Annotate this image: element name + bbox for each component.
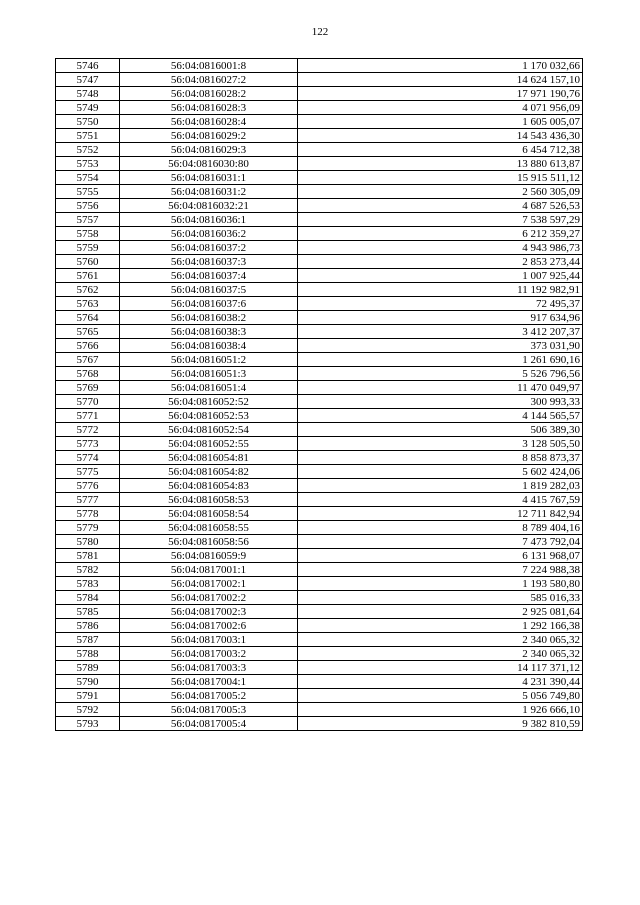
cadastral-number-cell: 56:04:0816052:54 (120, 423, 298, 437)
cadastral-number-cell: 56:04:0816054:81 (120, 451, 298, 465)
row-number-cell: 5772 (56, 423, 120, 437)
cadastral-number-cell: 56:04:0816037:2 (120, 241, 298, 255)
table-row (56, 647, 583, 661)
row-number-cell: 5759 (56, 241, 120, 255)
row-number-cell: 5767 (56, 353, 120, 367)
cadastral-value-cell: 3 128 505,50 (298, 437, 583, 451)
table-row (56, 73, 583, 87)
cadastral-value-cell: 1 926 666,10 (298, 703, 583, 717)
row-number-cell: 5748 (56, 87, 120, 101)
cadastral-number-cell: 56:04:0816038:3 (120, 325, 298, 339)
table-body (56, 59, 583, 731)
cadastral-value-cell: 2 340 065,32 (298, 633, 583, 647)
cadastral-number-cell: 56:04:0816037:6 (120, 297, 298, 311)
table-row (56, 171, 583, 185)
cadastral-value-cell: 1 170 032,66 (298, 59, 583, 73)
table-row (56, 619, 583, 633)
cadastral-value-cell: 2 925 081,64 (298, 605, 583, 619)
row-number-cell: 5776 (56, 479, 120, 493)
cadastral-number-cell: 56:04:0816054:83 (120, 479, 298, 493)
cadastral-value-cell: 1 261 690,16 (298, 353, 583, 367)
cadastral-number-cell: 56:04:0816028:4 (120, 115, 298, 129)
table-row (56, 157, 583, 171)
row-number-cell: 5746 (56, 59, 120, 73)
cadastral-value-cell: 6 212 359,27 (298, 227, 583, 241)
table-row (56, 703, 583, 717)
cadastral-number-cell: 56:04:0816037:5 (120, 283, 298, 297)
row-number-cell: 5762 (56, 283, 120, 297)
cadastral-value-cell: 4 943 986,73 (298, 241, 583, 255)
table-row (56, 423, 583, 437)
cadastral-number-cell: 56:04:0816031:1 (120, 171, 298, 185)
table-row (56, 353, 583, 367)
table-row (56, 185, 583, 199)
cadastral-value-cell: 3 412 207,37 (298, 325, 583, 339)
table-row (56, 577, 583, 591)
row-number-cell: 5755 (56, 185, 120, 199)
cadastral-number-cell: 56:04:0817001:1 (120, 563, 298, 577)
cadastral-value-cell: 585 016,33 (298, 591, 583, 605)
row-number-cell: 5758 (56, 227, 120, 241)
row-number-cell: 5789 (56, 661, 120, 675)
cadastral-value-cell: 5 056 749,80 (298, 689, 583, 703)
cadastral-value-cell: 7 224 988,38 (298, 563, 583, 577)
row-number-cell: 5786 (56, 619, 120, 633)
cadastral-value-cell: 8 789 404,16 (298, 521, 583, 535)
cadastral-value-cell: 72 495,37 (298, 297, 583, 311)
cadastral-number-cell: 56:04:0816001:8 (120, 59, 298, 73)
cadastral-number-cell: 56:04:0816059:9 (120, 549, 298, 563)
table-row (56, 381, 583, 395)
table-row (56, 507, 583, 521)
cadastral-value-cell: 300 993,33 (298, 395, 583, 409)
table-row (56, 115, 583, 129)
table-row (56, 283, 583, 297)
cadastral-number-cell: 56:04:0816036:2 (120, 227, 298, 241)
table-row (56, 493, 583, 507)
cadastral-number-cell: 56:04:0816052:52 (120, 395, 298, 409)
cadastral-number-cell: 56:04:0816058:54 (120, 507, 298, 521)
table-row (56, 633, 583, 647)
row-number-cell: 5777 (56, 493, 120, 507)
cadastral-number-cell: 56:04:0817002:1 (120, 577, 298, 591)
row-number-cell: 5770 (56, 395, 120, 409)
cadastral-value-cell: 15 915 511,12 (298, 171, 583, 185)
cadastral-number-cell: 56:04:0816058:53 (120, 493, 298, 507)
row-number-cell: 5774 (56, 451, 120, 465)
cadastral-value-cell: 8 858 873,37 (298, 451, 583, 465)
cadastral-value-cell: 917 634,96 (298, 311, 583, 325)
row-number-cell: 5757 (56, 213, 120, 227)
cadastral-value-cell: 7 473 792,04 (298, 535, 583, 549)
row-number-cell: 5747 (56, 73, 120, 87)
cadastral-value-cell: 5 602 424,06 (298, 465, 583, 479)
table-row (56, 255, 583, 269)
cadastral-value-cell: 17 971 190,76 (298, 87, 583, 101)
cadastral-number-cell: 56:04:0816028:2 (120, 87, 298, 101)
cadastral-value-cell: 1 007 925,44 (298, 269, 583, 283)
table-row (56, 661, 583, 675)
cadastral-number-cell: 56:04:0817003:1 (120, 633, 298, 647)
cadastral-number-cell: 56:04:0816030:80 (120, 157, 298, 171)
cadastral-value-cell: 6 131 968,07 (298, 549, 583, 563)
table-row (56, 199, 583, 213)
row-number-cell: 5766 (56, 339, 120, 353)
cadastral-number-cell: 56:04:0816032:21 (120, 199, 298, 213)
cadastral-value-cell: 5 526 796,56 (298, 367, 583, 381)
table-row (56, 339, 583, 353)
table-row (56, 101, 583, 115)
cadastral-number-cell: 56:04:0816038:2 (120, 311, 298, 325)
row-number-cell: 5761 (56, 269, 120, 283)
cadastral-value-table (55, 58, 583, 731)
table-row (56, 717, 583, 731)
cadastral-value-cell: 14 543 436,30 (298, 129, 583, 143)
cadastral-value-cell: 9 382 810,59 (298, 717, 583, 731)
cadastral-number-cell: 56:04:0816051:4 (120, 381, 298, 395)
row-number-cell: 5769 (56, 381, 120, 395)
cadastral-value-cell: 12 711 842,94 (298, 507, 583, 521)
table-row (56, 129, 583, 143)
cadastral-value-cell: 1 292 166,38 (298, 619, 583, 633)
row-number-cell: 5771 (56, 409, 120, 423)
table-row (56, 241, 583, 255)
table-row (56, 227, 583, 241)
cadastral-value-cell: 2 853 273,44 (298, 255, 583, 269)
page-number: 122 (311, 26, 329, 38)
row-number-cell: 5751 (56, 129, 120, 143)
cadastral-number-cell: 56:04:0816052:55 (120, 437, 298, 451)
table-row (56, 297, 583, 311)
cadastral-number-cell: 56:04:0817005:3 (120, 703, 298, 717)
cadastral-number-cell: 56:04:0817002:2 (120, 591, 298, 605)
cadastral-value-cell: 14 117 371,12 (298, 661, 583, 675)
cadastral-value-cell: 506 389,30 (298, 423, 583, 437)
cadastral-value-cell: 14 624 157,10 (298, 73, 583, 87)
row-number-cell: 5754 (56, 171, 120, 185)
table-row (56, 591, 583, 605)
cadastral-value-cell: 4 415 767,59 (298, 493, 583, 507)
cadastral-number-cell: 56:04:0817005:2 (120, 689, 298, 703)
cadastral-value-cell: 373 031,90 (298, 339, 583, 353)
cadastral-number-cell: 56:04:0816051:3 (120, 367, 298, 381)
cadastral-value-cell: 11 192 982,91 (298, 283, 583, 297)
row-number-cell: 5765 (56, 325, 120, 339)
cadastral-number-cell: 56:04:0817003:3 (120, 661, 298, 675)
cadastral-number-cell: 56:04:0816038:4 (120, 339, 298, 353)
cadastral-value-cell: 4 231 390,44 (298, 675, 583, 689)
table-row (56, 59, 583, 73)
cadastral-value-cell: 1 193 580,80 (298, 577, 583, 591)
row-number-cell: 5793 (56, 717, 120, 731)
row-number-cell: 5779 (56, 521, 120, 535)
table-row (56, 269, 583, 283)
row-number-cell: 5760 (56, 255, 120, 269)
row-number-cell: 5778 (56, 507, 120, 521)
row-number-cell: 5790 (56, 675, 120, 689)
cadastral-number-cell: 56:04:0816052:53 (120, 409, 298, 423)
cadastral-value-cell: 4 687 526,53 (298, 199, 583, 213)
row-number-cell: 5780 (56, 535, 120, 549)
table-row (56, 437, 583, 451)
row-number-cell: 5775 (56, 465, 120, 479)
cadastral-number-cell: 56:04:0816058:56 (120, 535, 298, 549)
row-number-cell: 5781 (56, 549, 120, 563)
cadastral-value-cell: 2 340 065,32 (298, 647, 583, 661)
cadastral-number-cell: 56:04:0817002:6 (120, 619, 298, 633)
cadastral-value-cell: 13 880 613,87 (298, 157, 583, 171)
table-row (56, 213, 583, 227)
cadastral-number-cell: 56:04:0816037:3 (120, 255, 298, 269)
cadastral-number-cell: 56:04:0817002:3 (120, 605, 298, 619)
row-number-cell: 5756 (56, 199, 120, 213)
cadastral-value-cell: 1 605 005,07 (298, 115, 583, 129)
row-number-cell: 5749 (56, 101, 120, 115)
cadastral-number-cell: 56:04:0816058:55 (120, 521, 298, 535)
table-row (56, 395, 583, 409)
cadastral-number-cell: 56:04:0817005:4 (120, 717, 298, 731)
row-number-cell: 5784 (56, 591, 120, 605)
row-number-cell: 5782 (56, 563, 120, 577)
cadastral-number-cell: 56:04:0816029:3 (120, 143, 298, 157)
row-number-cell: 5750 (56, 115, 120, 129)
table-row (56, 451, 583, 465)
row-number-cell: 5792 (56, 703, 120, 717)
cadastral-number-cell: 56:04:0816051:2 (120, 353, 298, 367)
row-number-cell: 5785 (56, 605, 120, 619)
row-number-cell: 5787 (56, 633, 120, 647)
table-row (56, 409, 583, 423)
table-row (56, 87, 583, 101)
cadastral-number-cell: 56:04:0816028:3 (120, 101, 298, 115)
row-number-cell: 5753 (56, 157, 120, 171)
table-row (56, 325, 583, 339)
table-row (56, 549, 583, 563)
row-number-cell: 5783 (56, 577, 120, 591)
table-row (56, 675, 583, 689)
cadastral-value-cell: 11 470 049,97 (298, 381, 583, 395)
cadastral-number-cell: 56:04:0817004:1 (120, 675, 298, 689)
cadastral-value-cell: 4 144 565,57 (298, 409, 583, 423)
cadastral-number-cell: 56:04:0816054:82 (120, 465, 298, 479)
cadastral-value-cell: 1 819 282,03 (298, 479, 583, 493)
row-number-cell: 5788 (56, 647, 120, 661)
row-number-cell: 5763 (56, 297, 120, 311)
cadastral-value-cell: 6 454 712,38 (298, 143, 583, 157)
table-row (56, 535, 583, 549)
row-number-cell: 5752 (56, 143, 120, 157)
table-row (56, 479, 583, 493)
cadastral-number-cell: 56:04:0817003:2 (120, 647, 298, 661)
table-row (56, 605, 583, 619)
cadastral-value-cell: 2 560 305,09 (298, 185, 583, 199)
row-number-cell: 5773 (56, 437, 120, 451)
table-row (56, 367, 583, 381)
row-number-cell: 5764 (56, 311, 120, 325)
table-row (56, 689, 583, 703)
cadastral-number-cell: 56:04:0816036:1 (120, 213, 298, 227)
row-number-cell: 5768 (56, 367, 120, 381)
table-row (56, 311, 583, 325)
table-row (56, 521, 583, 535)
cadastral-number-cell: 56:04:0816027:2 (120, 73, 298, 87)
cadastral-value-cell: 7 538 597,29 (298, 213, 583, 227)
table-row (56, 143, 583, 157)
cadastral-value-cell: 4 071 956,09 (298, 101, 583, 115)
table-row (56, 465, 583, 479)
cadastral-number-cell: 56:04:0816037:4 (120, 269, 298, 283)
cadastral-number-cell: 56:04:0816029:2 (120, 129, 298, 143)
cadastral-number-cell: 56:04:0816031:2 (120, 185, 298, 199)
table-row (56, 563, 583, 577)
row-number-cell: 5791 (56, 689, 120, 703)
